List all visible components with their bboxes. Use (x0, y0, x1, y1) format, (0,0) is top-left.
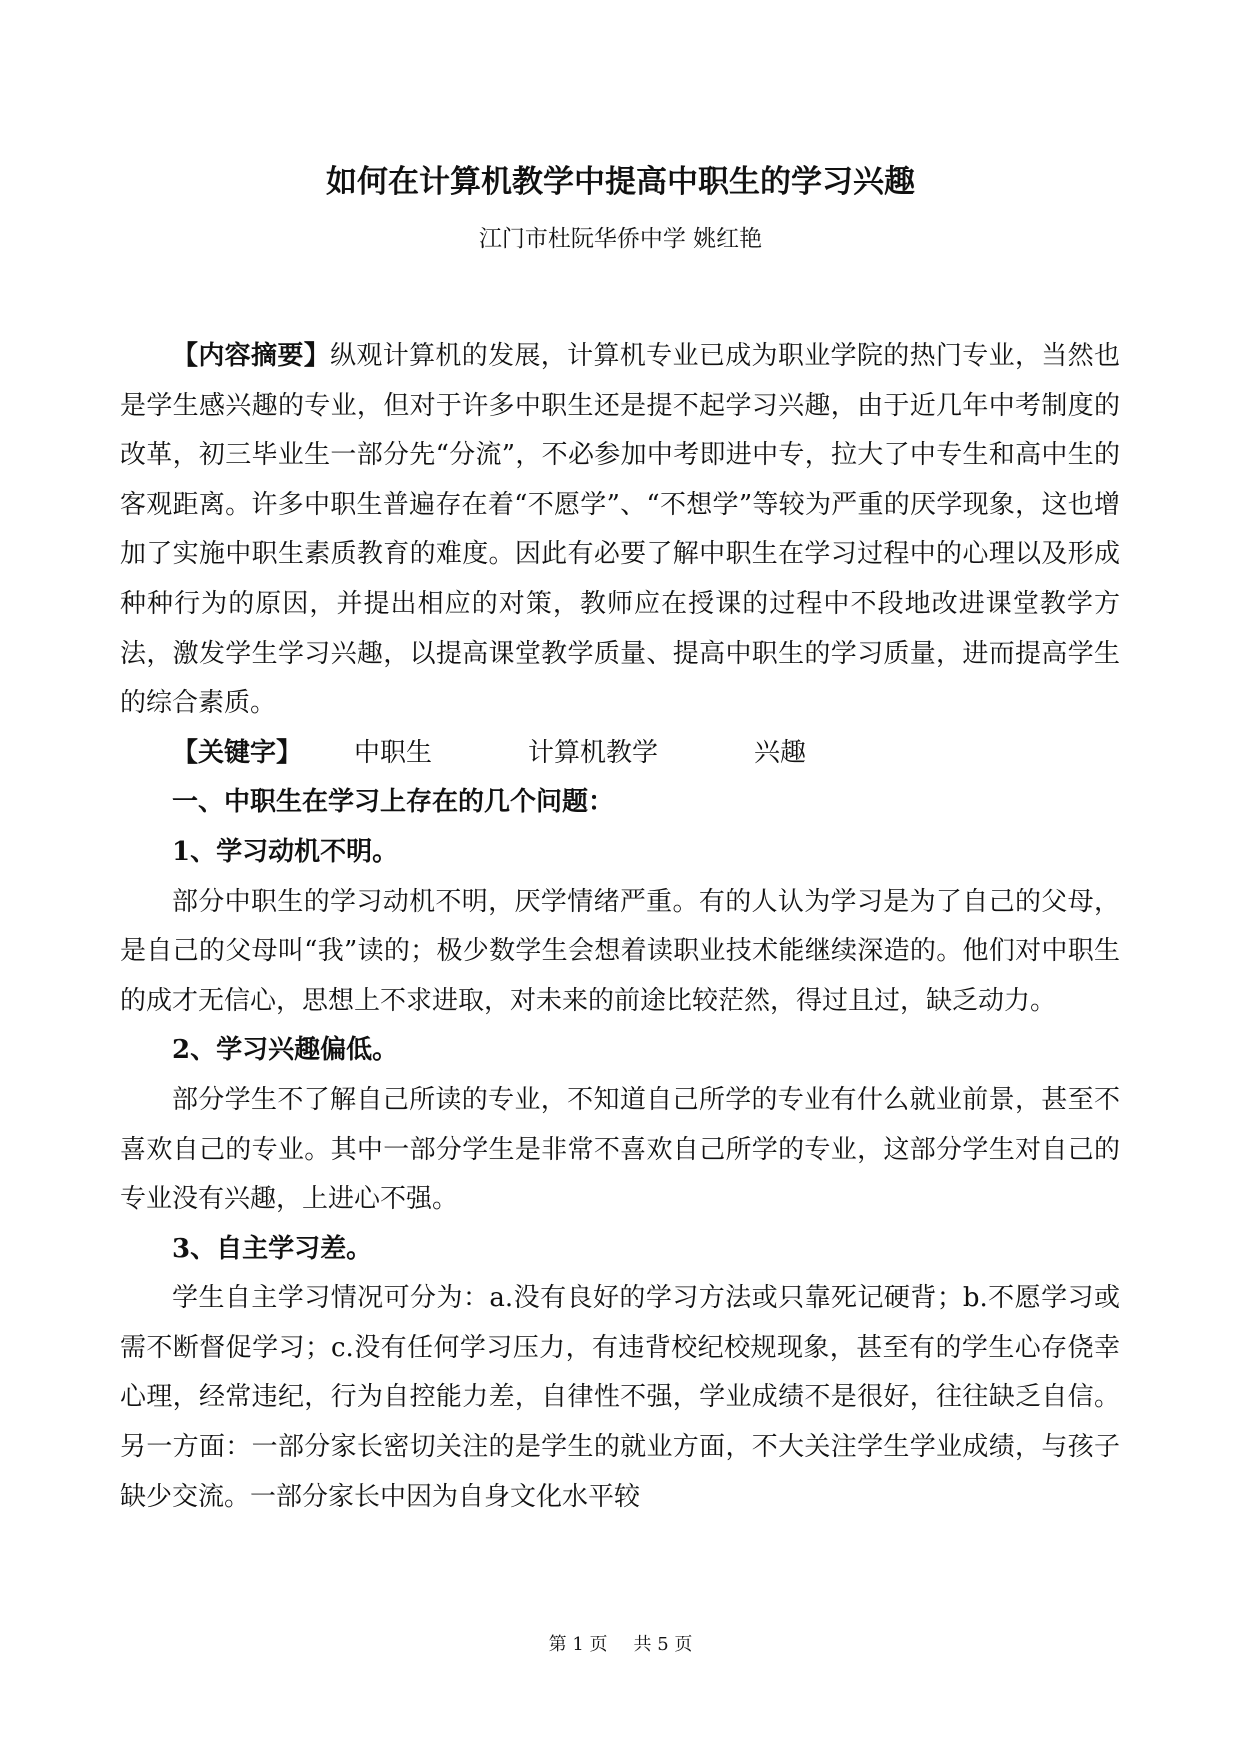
body-paragraph: 部分学生不了解自己所读的专业，不知道自己所学的专业有什么就业前景，甚至不喜欢自己的专业。其中一部分学生是非常不喜欢自己所学的专业，这部分学生对自己的专业没有兴趣，上进心不强。 (120, 1084, 1120, 1215)
subsection-heading: 2、学习兴趣偏低。 (172, 1035, 399, 1066)
document-title: 如何在计算机教学中提高中职生的学习兴趣 (326, 164, 915, 200)
author-line: 江门市杜阮华侨中学 姚红艳 (478, 226, 763, 252)
document-body (120, 332, 1120, 1522)
keywords-paragraph (120, 729, 1120, 779)
subsection-heading: 3、自主学习差。 (172, 1233, 373, 1264)
abstract-text: 纵观计算机的发展，计算机专业已成为职业学院的热门专业，当然也是学生感兴趣的专业，但对于许多中职生还是提不起学习兴趣，由于近几年中考制度的改革，初三毕业生一部分先“分流”，不必参加中考即进中专，拉大了中专生和高中生的客观距离。许多中职生普遍存在着“不愿学”、“不想学”等较为严重的厌学现象，这也增加了实施中职生素质教育的难度。因此有必要了解中职生在学习过程中的心理以及形成种种行为的原因，并提出相应的对策，教师应在授课的过程中不段地改进课堂教学方法，激发学生学习兴趣，以提高课堂教学质量、提高中职生的学习质量，进而提高学生的综合素质。 (120, 341, 1120, 719)
page-number: 第 1 页 (548, 1634, 608, 1655)
keywords-label: 【关键字】 (172, 737, 303, 768)
keyword-item: 计算机教学 (528, 737, 659, 768)
keyword-item: 兴趣 (754, 737, 807, 768)
body-paragraph: 学生自主学习情况可分为：a.没有良好的学习方法或只靠死记硬背；b.不愿学习或需不断督促学习；c.没有任何学习压力，有违背校纪校规现象，甚至有的学生心存侥幸心理，经常违纪，行为自控能力差，自律性不强，学业成绩不是很好，往往缺乏自信。另一方面：一部分家长密切关注的是学生的就业方面，不大关注学生学业成绩，与孩子缺少交流。一部分家长中因为自身文化水平较 (120, 1283, 1120, 1512)
subsection-heading: 1、学习动机不明。 (172, 836, 399, 867)
body-paragraph: 部分中职生的学习动机不明，厌学情绪严重。有的人认为学习是为了自己的父母，是自己的父母叫“我”读的；极少数学生会想着读职业技术能继续深造的。他们对中职生的成才无信心，思想上不求进取，对未来的前途比较茫然，得过且过，缺乏动力。 (120, 886, 1120, 1016)
keyword-item: 中职生 (354, 737, 433, 768)
abstract-paragraph (120, 332, 1120, 729)
page-footer (0, 1632, 1241, 1658)
page-total: 共 5 页 (633, 1634, 693, 1655)
section-heading: 一、中职生在学习上存在的几个问题： (172, 787, 615, 818)
abstract-label: 【内容摘要】 (172, 341, 331, 371)
